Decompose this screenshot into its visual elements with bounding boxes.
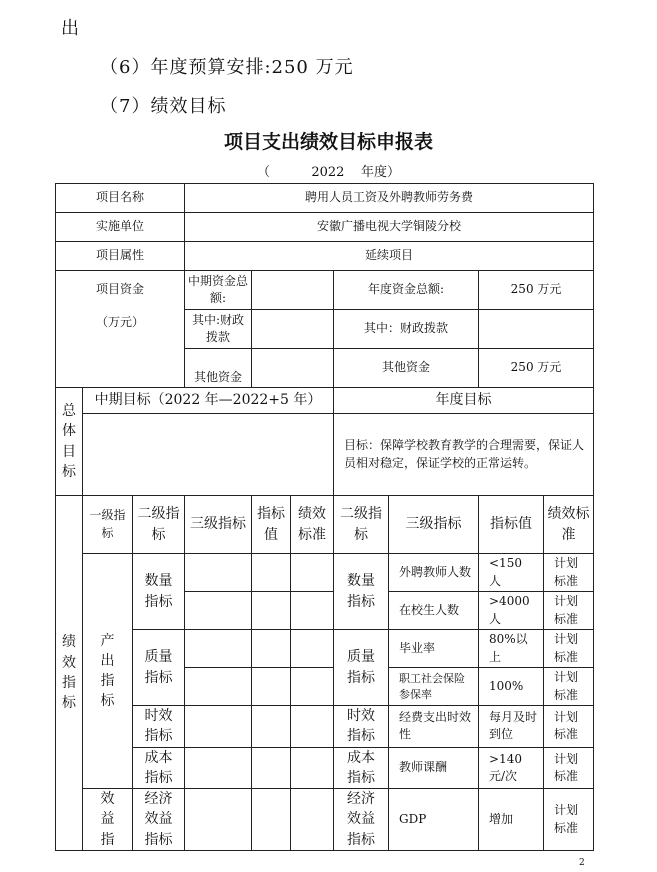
of-which-fiscal-value-annual	[479, 310, 594, 349]
output-indicator-label: 产出指标	[83, 554, 133, 789]
header-value-mid: 指标值	[252, 496, 291, 554]
timeliness-indicator-annual: 时效指标	[334, 706, 389, 748]
header-level1: 一级指标	[83, 496, 133, 554]
table-row	[56, 789, 594, 851]
cell-empty	[291, 747, 334, 789]
mid-total-value	[252, 271, 334, 310]
other-funds-label: 其他资金	[185, 349, 252, 388]
indicator-value: 增加	[479, 789, 544, 851]
header-level2-mid: 二级指标	[133, 496, 185, 554]
project-funds-label	[56, 271, 185, 388]
other-funds-value	[252, 349, 334, 388]
indicator-l3: GDP	[389, 789, 479, 851]
project-name-label: 项目名称	[56, 184, 185, 213]
benefit-indicator-label: 效益指	[83, 789, 133, 851]
indicator-standard: 计划标准	[544, 630, 594, 668]
cell-empty	[252, 706, 291, 748]
indicator-standard: 计划标准	[544, 789, 594, 851]
implementing-unit-label: 实施单位	[56, 213, 185, 242]
table-row	[56, 388, 594, 414]
year-total-value: 250 万元	[479, 271, 594, 310]
header-level3-mid: 三级指标	[185, 496, 252, 554]
cell-empty	[252, 789, 291, 851]
cell-empty	[185, 630, 252, 668]
cell-empty	[185, 668, 252, 706]
of-which-fiscal-label-annual: 其中：财政拨款	[334, 310, 479, 349]
indicator-value: >140 元/次	[479, 747, 544, 789]
table-row	[56, 496, 594, 554]
form-title: 项目支出绩效目标申报表	[223, 131, 433, 153]
economic-benefit-indicator-mid: 经济效益指标	[133, 789, 185, 851]
indicator-value: 100%	[479, 668, 544, 706]
timeliness-indicator-mid: 时效指标	[133, 706, 185, 748]
table-row	[56, 706, 594, 748]
indicator-l3: 经费支出时效性	[389, 706, 479, 748]
mid-term-goal-text	[83, 414, 334, 496]
indicator-value: 80%以上	[479, 630, 544, 668]
indicator-standard: 计划标准	[544, 747, 594, 789]
header-standard-annual: 绩效标准	[544, 496, 594, 554]
table-row	[56, 630, 594, 668]
indicator-l3: 外聘教师人数	[389, 554, 479, 592]
implementing-unit-value: 安徽广播电视大学铜陵分校	[185, 213, 594, 242]
cell-empty	[291, 706, 334, 748]
economic-benefit-indicator-annual: 经济效益指标	[334, 789, 389, 851]
overall-goal-label: 总体目标	[56, 388, 83, 496]
project-attribute-value: 延续项目	[185, 242, 594, 271]
table-row	[56, 271, 594, 310]
table-row	[56, 747, 594, 789]
intro-goal-heading: （7）绩效目标	[100, 96, 227, 117]
table-row	[56, 213, 594, 242]
project-funds-unit: （万元）	[95, 315, 144, 330]
cell-empty	[185, 706, 252, 748]
cell-empty	[291, 554, 334, 592]
quality-indicator-mid: 质量指标	[133, 630, 185, 706]
cell-empty	[291, 630, 334, 668]
form-year: （ 2022 年度）	[257, 165, 400, 180]
indicator-standard: 计划标准	[544, 668, 594, 706]
header-value-annual: 指标值	[479, 496, 544, 554]
project-name-value: 聘用人员工资及外聘教师劳务费	[185, 184, 594, 213]
cell-empty	[252, 747, 291, 789]
cell-empty	[291, 668, 334, 706]
cost-indicator-annual: 成本指标	[334, 747, 389, 789]
cell-empty	[185, 789, 252, 851]
annual-goal-text: 目标：保障学校教育教学的合理需要，保证人员相对稳定，保证学校的正常运转。	[334, 414, 594, 496]
indicator-l3: 教师课酬	[389, 747, 479, 789]
cell-empty	[185, 747, 252, 789]
indicator-value: 每月及时到位	[479, 706, 544, 748]
quantity-indicator-annual: 数量指标	[334, 554, 389, 630]
indicator-l3: 职工社会保险参保率	[389, 668, 479, 706]
project-funds-title: 项目资金	[95, 282, 144, 296]
indicator-value: <150 人	[479, 554, 544, 592]
intro-budget-line: （6）年度预算安排:250 万元	[100, 57, 354, 78]
project-attribute-label: 项目属性	[56, 242, 185, 271]
cell-empty	[291, 789, 334, 851]
cell-empty	[185, 592, 252, 630]
cell-empty	[252, 592, 291, 630]
header-level3-annual: 三级指标	[389, 496, 479, 554]
table-row	[56, 554, 594, 592]
intro-line-1: 出	[61, 18, 79, 39]
indicator-standard: 计划标准	[544, 554, 594, 592]
quality-indicator-annual: 质量指标	[334, 630, 389, 706]
table-row	[56, 184, 594, 213]
indicator-value: >4000 人	[479, 592, 544, 630]
mid-term-goal-header: 中期目标（2022 年—2022+5 年）	[83, 388, 334, 414]
cell-empty	[252, 668, 291, 706]
performance-indicator-label: 绩效指标	[56, 496, 83, 851]
quantity-indicator-mid: 数量指标	[133, 554, 185, 630]
of-which-fiscal-label: 其中:财政拨款	[185, 310, 252, 349]
table-row	[56, 242, 594, 271]
table-row	[56, 414, 594, 496]
performance-target-table	[55, 183, 594, 851]
indicator-standard: 计划标准	[544, 592, 594, 630]
cell-empty	[291, 592, 334, 630]
other-funds-value-annual: 250 万元	[479, 349, 594, 388]
mid-total-label: 中期资金总额:	[185, 271, 252, 310]
page-number: 2	[579, 858, 585, 868]
header-standard-mid: 绩效标准	[291, 496, 334, 554]
of-which-fiscal-value	[252, 310, 334, 349]
cell-empty	[252, 554, 291, 592]
indicator-l3: 在校生人数	[389, 592, 479, 630]
header-level2-annual: 二级指标	[334, 496, 389, 554]
cell-empty	[185, 554, 252, 592]
indicator-standard: 计划标准	[544, 706, 594, 748]
other-funds-label-annual: 其他资金	[334, 349, 479, 388]
indicator-l3: 毕业率	[389, 630, 479, 668]
cost-indicator-mid: 成本指标	[133, 747, 185, 789]
annual-goal-header: 年度目标	[334, 388, 594, 414]
cell-empty	[252, 630, 291, 668]
year-total-label: 年度资金总额:	[334, 271, 479, 310]
